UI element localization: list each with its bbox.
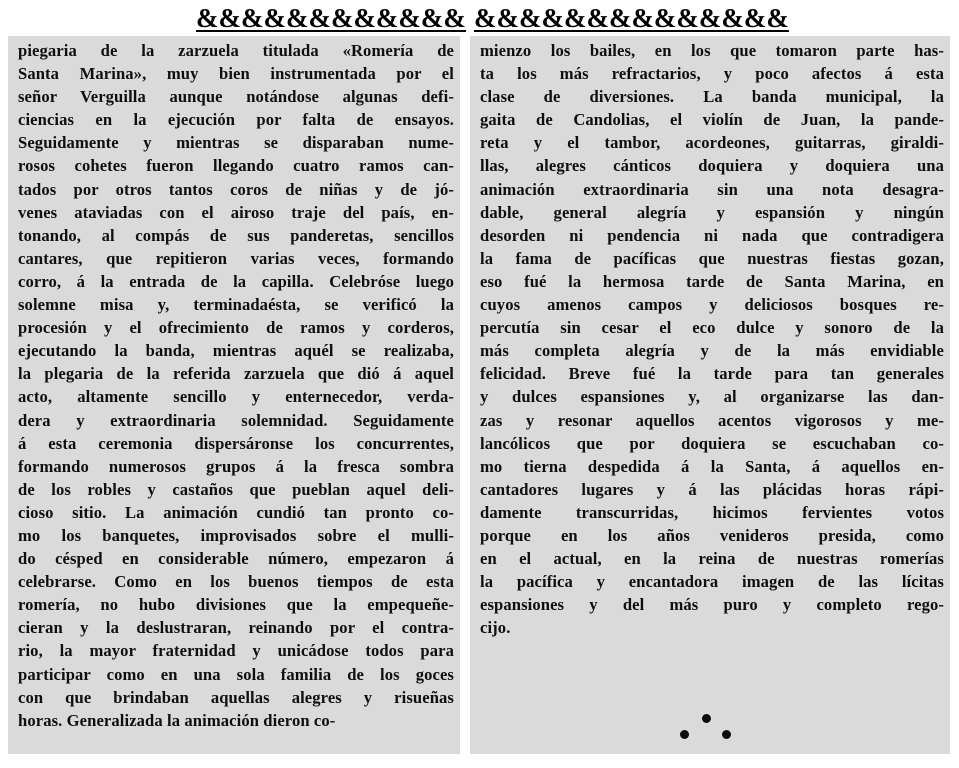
text-line: la fama de pacíficas que nuestras fiestas gozan, [480,248,944,268]
text-line: cantadores lugares y á las plácidas horas rápi- [480,479,944,499]
right-column-lines [470,36,950,639]
text-line: mienzo los bailes, en los que tomaron parte has- [480,41,944,60]
text-line: ejecutando la banda, mientras aquél se realizaba, [18,341,454,361]
text-line: la pacífica y encantadora imagen de las lícitas [480,572,944,592]
text-line: procesión y el ofrecimiento de ramos y corderos, [18,318,454,338]
ink-dot [680,730,689,739]
text-line: felicidad. Breve fué la tarde para tan generales [480,364,944,384]
ink-dot [722,730,731,739]
text-line: tonando, al compás de sus panderetas, sencillos [18,225,454,245]
text-line: zas y resonar aquellos acentos vigorosos y me- [480,410,944,430]
text-line: Santa Marina», muy bien instrumentada por el [18,64,454,84]
text-line: espansiones y del más puro y completo rego- [480,595,944,615]
text-line: horas. Generalizada la animación dieron co- [18,710,336,730]
text-line: desorden ni pendencia ni nada que contradigera [480,225,944,245]
text-line: solemne misa y, terminadaésta, se verificó la [18,295,454,315]
text-line: dera y extraordinaria solemnidad. Seguidamente [18,410,454,430]
text-line: eso fué la hermosa tarde de Santa Marina, en [480,271,944,291]
text-line: acto, altamente sencillo y enternecedor, verda- [18,387,454,407]
ink-dot [702,714,711,723]
text-line: romería, no hubo divisiones que la empequeñe- [18,595,454,615]
text-line: clase de diversiones. La banda municipal, la [480,87,944,107]
left-column-lines [8,36,460,732]
text-line: cioso sitio. La animación cundió tan pronto co- [18,502,454,522]
text-line: cieran y la deslustraran, reinando por el contra- [18,618,454,638]
text-line: gaita de Candolias, el violín de Juan, la pande- [480,110,944,130]
text-line: mo los banquetes, improvisados sobre el mulli- [18,525,454,545]
text-line: cijo. [480,618,511,638]
right-text-column [470,36,950,754]
text-line: percutía sin cesar el eco dulce y sonoro de la [480,318,944,338]
text-line: animación extraordinaria sin una nota desagra- [480,179,944,199]
text-line: Seguidamente y mientras se disparaban nume- [18,133,454,153]
text-line: dable, general alegría y espansión y ningún [480,202,944,222]
text-line: tados por otros tantos coros de niñas y de jó- [18,179,454,199]
text-line: ciencias en la ejecución por falta de ensayos. [18,110,454,130]
text-line: señor Verguilla aunque notándose algunas defi- [18,87,454,107]
text-line: damente transcurridas, hicimos fervientes votos [480,502,944,522]
text-line: cuyos amenos campos y deliciosos bosques re- [480,295,944,315]
text-line: do césped en considerable número, empezaron á [18,549,454,569]
text-line: ta los más refractarios, y poco afectos á esta [480,64,944,84]
text-line: llas, alegres cánticos doquiera y doquiera una [480,156,944,176]
text-line: cantares, que repitieron varias veces, formando [18,248,454,268]
text-line: más completa alegría y de la más envidiable [480,341,944,361]
text-line: rosos cohetes fueron llegando cuatro ramos can- [18,156,454,176]
header-right-ampersands: &&&&&&&&&&&&&& [474,3,789,33]
text-line: reta y el tambor, acordeones, guitarras, giraldi- [480,133,944,153]
text-line: celebrarse. Como en los buenos tiempos de esta [18,572,454,592]
text-line: y dulces espansiones y, al organizarse las dan- [480,387,944,407]
text-line: lancólicos que por doquiera se escuchaban co- [480,433,944,453]
left-text-column [8,36,460,754]
text-line: venes ataviadas con el airoso traje del país, en- [18,202,454,222]
text-line: porque en los años venideros presida, como [480,525,944,545]
header-left-ampersands: &&&&&&&&&&&& [196,3,466,33]
text-line: en el actual, en la reina de nuestras romerías [480,549,944,569]
text-line: formando numerosos grupos á la fresca sombra [18,456,454,476]
text-line: de los robles y castaños que pueblan aquel deli- [18,479,454,499]
text-line: piegaria de la zarzuela titulada «Romería de [18,41,454,60]
text-line: á esta ceremonia dispersáronse los concurrentes, [18,433,454,453]
text-line: mo tierna despedida á la Santa, á aquellos en- [480,456,944,476]
text-line: corro, á la entrada de la capilla. Celebróse luego [18,271,454,291]
text-line: participar como en una sola familia de los goces [18,664,454,684]
text-line: con que brindaban aquellas alegres y risueñas [18,687,454,707]
text-line: la plegaria de la referida zarzuela que dió á aquel [18,364,454,384]
text-line: rio, la mayor fraternidad y unicádose todos para [18,641,454,661]
